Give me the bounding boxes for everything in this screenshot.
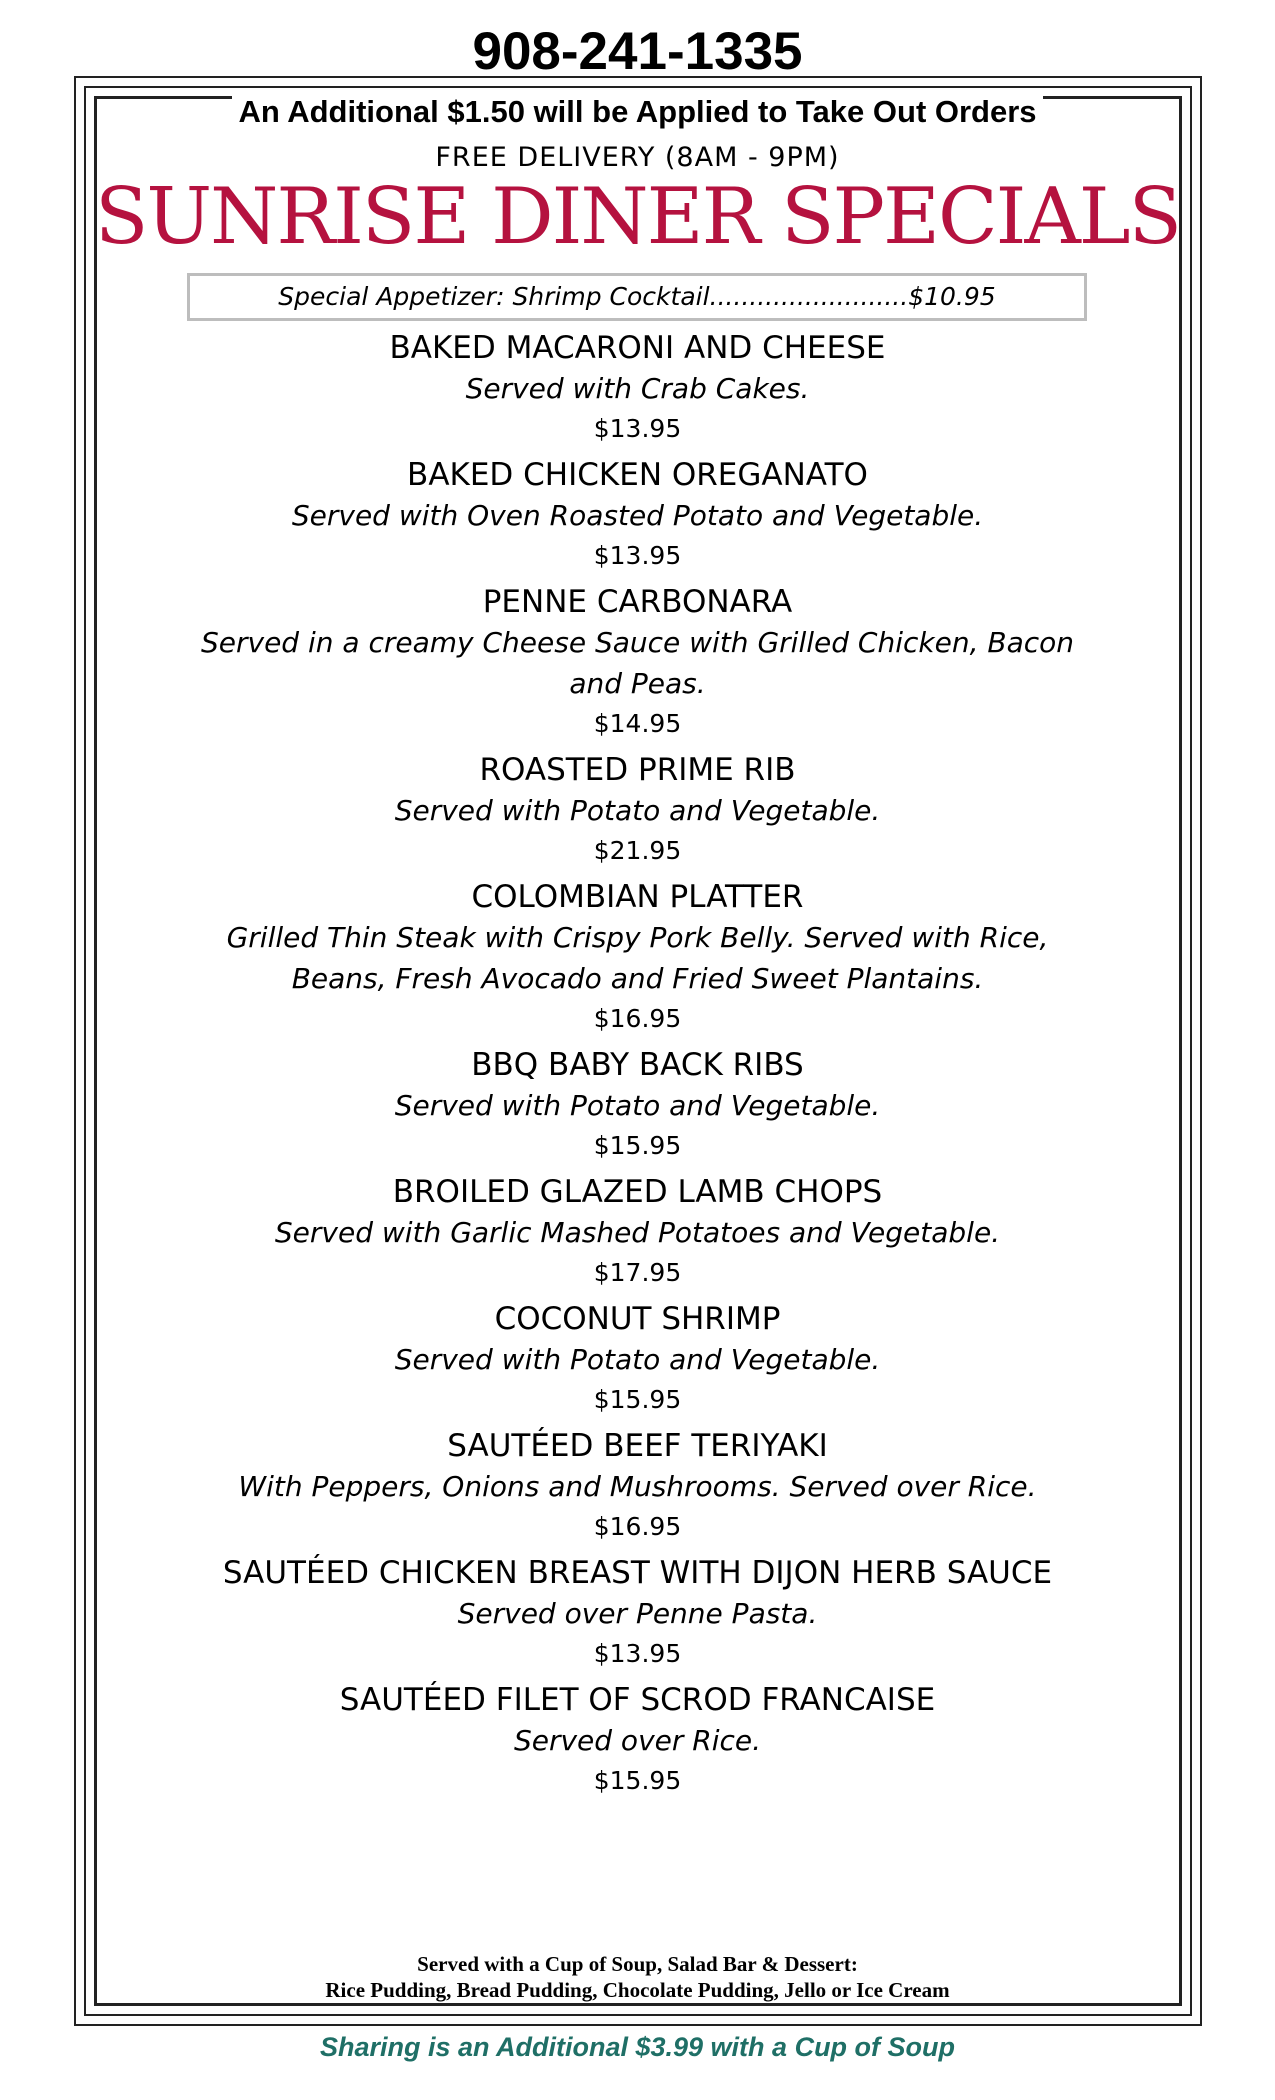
item-price: $21.95 — [593, 836, 682, 865]
item-price: $16.95 — [593, 1004, 682, 1033]
delivery-note: FREE DELIVERY (8AM - 9PM) — [435, 142, 840, 173]
item-name: BAKED CHICKEN OREGANATO — [407, 457, 868, 493]
item-price: $13.95 — [593, 541, 682, 570]
item-name: PENNE CARBONARA — [482, 584, 793, 620]
item-name: COCONUT SHRIMP — [494, 1301, 781, 1337]
item-price: $17.95 — [593, 1258, 682, 1287]
takeout-note — [0, 92, 1275, 132]
menu-item — [175, 877, 1100, 1039]
item-description: Served in a creamy Cheese Sauce with Grilled Chicken, Bacon and Peas. — [200, 626, 1075, 700]
menu-item — [175, 750, 1100, 871]
menu-item — [175, 1553, 1100, 1674]
item-description: With Peppers, Onions and Mushrooms. Served over Rice. — [238, 1470, 1037, 1503]
item-description: Served with Potato and Vegetable. — [394, 1089, 881, 1122]
item-price: $13.95 — [593, 1639, 682, 1668]
special-appetizer-text: Special Appetizer: Shrimp Cocktail.........................$10.95 — [278, 282, 996, 311]
takeout-note-text: An Additional $1.50 will be Applied to Take Out Orders — [232, 94, 1042, 129]
menu-item — [175, 1045, 1100, 1166]
item-name: ROASTED PRIME RIB — [479, 752, 796, 788]
item-price: $16.95 — [593, 1512, 682, 1541]
item-name: BROILED GLAZED LAMB CHOPS — [392, 1174, 883, 1210]
menu-item — [175, 1299, 1100, 1420]
menu-item — [175, 455, 1100, 576]
item-name: SAUTÉED CHICKEN BREAST WITH DIJON HERB SAUCE — [222, 1555, 1053, 1591]
item-price: $15.95 — [593, 1385, 682, 1414]
item-description: Grilled Thin Steak with Crispy Pork Belly. Served with Rice, Beans, Fresh Avocado and Fried Sweet Plantains. — [226, 921, 1049, 995]
item-price: $14.95 — [593, 709, 682, 738]
menu-item — [175, 1426, 1100, 1547]
served-with-note — [0, 1951, 1275, 2003]
item-description: Served over Rice. — [513, 1724, 762, 1757]
menu-item — [175, 1680, 1100, 1801]
specials-list — [175, 328, 1100, 1807]
item-price: $13.95 — [593, 414, 682, 443]
menu-item — [175, 328, 1100, 449]
item-description: Served with Potato and Vegetable. — [394, 1343, 881, 1376]
served-with-line-2: Rice Pudding, Bread Pudding, Chocolate Pudding, Jello or Ice Cream — [325, 1978, 950, 2002]
item-description: Served over Penne Pasta. — [457, 1597, 818, 1630]
special-appetizer-box — [187, 273, 1087, 321]
item-name: BBQ BABY BACK RIBS — [471, 1047, 804, 1083]
menu-title: SUNRISE DINER SPECIALS — [94, 172, 1181, 262]
item-description: Served with Crab Cakes. — [465, 372, 810, 405]
item-price: $15.95 — [593, 1131, 682, 1160]
item-name: COLOMBIAN PLATTER — [471, 879, 804, 915]
item-description: Served with Potato and Vegetable. — [394, 794, 881, 827]
item-description: Served with Oven Roasted Potato and Vegetable. — [291, 499, 984, 532]
sharing-note: Sharing is an Additional $3.99 with a Cup of Soup — [319, 2032, 956, 2062]
item-name: SAUTÉED BEEF TERIYAKI — [447, 1428, 828, 1464]
served-with-line-1: Served with a Cup of Soup, Salad Bar & Dessert: — [417, 1952, 858, 1976]
item-description: Served with Garlic Mashed Potatoes and Vegetable. — [274, 1216, 1001, 1249]
menu-item — [175, 1172, 1100, 1293]
item-name: BAKED MACARONI AND CHEESE — [389, 330, 886, 366]
phone-number: 908-241-1335 — [472, 22, 803, 81]
item-price: $15.95 — [593, 1766, 682, 1795]
menu-item — [175, 582, 1100, 744]
item-name: SAUTÉED FILET OF SCROD FRANCAISE — [339, 1682, 936, 1718]
